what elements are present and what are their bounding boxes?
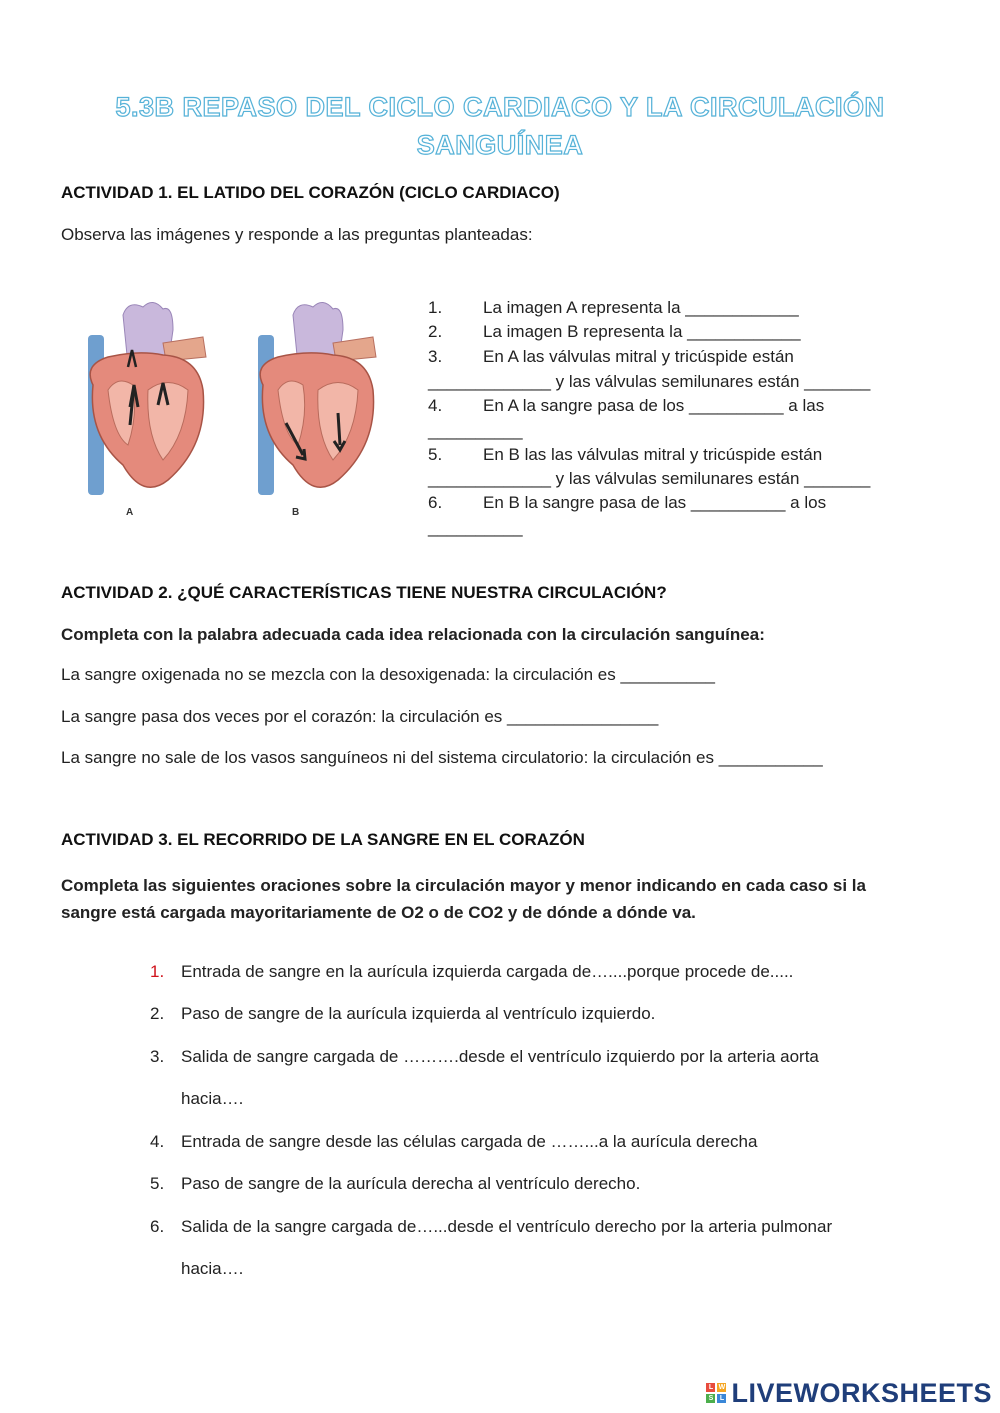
list-text: Entrada de sangre en la aurícula izquierda cargada de…....porque procede de..... bbox=[181, 962, 794, 981]
activity2-heading: ACTIVIDAD 2. ¿QUÉ CARACTERÍSTICAS TIENE NUESTRA CIRCULACIÓN? bbox=[61, 583, 667, 602]
question-text: La imagen A representa la ____________ bbox=[483, 298, 799, 317]
heart-b bbox=[258, 302, 376, 495]
list-number: 5. bbox=[150, 1174, 165, 1193]
question-text: En A las válvulas mitral y tricúspide están bbox=[483, 347, 794, 366]
footer-brand bbox=[705, 1378, 992, 1408]
list-text: hacia…. bbox=[181, 1089, 244, 1108]
question-number: 4. bbox=[428, 396, 443, 415]
list-text: Entrada de sangre desde las células cargada de ……...a la aurícula derecha bbox=[181, 1132, 758, 1151]
activity3-instruction-line2: sangre está cargada mayoritariamente de O2 o de CO2 y de dónde a dónde va. bbox=[61, 903, 696, 922]
activity2-instruction: Completa con la palabra adecuada cada idea relacionada con la circulación sanguínea: bbox=[61, 625, 765, 644]
list-text: Paso de sangre de la aurícula derecha al ventrículo derecho. bbox=[181, 1174, 641, 1193]
question-number: 5. bbox=[428, 445, 443, 464]
question-text: En B las las válvulas mitral y tricúspide están bbox=[483, 445, 823, 464]
image-label-a: A bbox=[126, 507, 134, 518]
logo-letter: S bbox=[706, 1394, 715, 1403]
list-number: 1. bbox=[150, 962, 165, 981]
activity3-instruction-line1: Completa las siguientes oraciones sobre la circulación mayor y menor indicando en cada caso si la bbox=[61, 876, 866, 895]
list-number: 3. bbox=[150, 1047, 165, 1066]
page-title bbox=[60, 88, 940, 164]
activity1-instruction: Observa las imágenes y responde a las preguntas planteadas: bbox=[61, 225, 533, 244]
question-number: 3. bbox=[428, 347, 443, 366]
logo-letter: L bbox=[717, 1394, 726, 1403]
logo-letter: W bbox=[718, 1384, 726, 1391]
heart-diagrams bbox=[68, 295, 398, 525]
activity2-item-3: La sangre no sale de los vasos sanguíneos ni del sistema circulatorio: la circulación es ___________ bbox=[61, 748, 823, 767]
liveworksheets-logo bbox=[705, 1382, 727, 1404]
list-text: Paso de sangre de la aurícula izquierda al ventrículo izquierdo. bbox=[181, 1004, 656, 1023]
activity2-item-2: La sangre pasa dos veces por el corazón: la circulación es ________________ bbox=[61, 707, 659, 726]
footer-brand-text: LIVEWORKSHEETS bbox=[731, 1377, 992, 1408]
heart-a bbox=[88, 302, 206, 495]
heart-illustration bbox=[68, 295, 398, 525]
question-5-continued: _____________ y las válvulas semilunares están _______ bbox=[428, 469, 871, 488]
question-number: 6. bbox=[428, 493, 443, 512]
activity2-item-1: La sangre oxigenada no se mezcla con la desoxigenada: la circulación es __________ bbox=[61, 665, 716, 684]
question-3-continued: _____________ y las válvulas semilunares están _______ bbox=[428, 372, 871, 391]
list-text: Salida de la sangre cargada de…...desde el ventrículo derecho por la arteria pulmonar bbox=[181, 1217, 833, 1236]
page-title-line1: 5.3B REPASO DEL CICLO CARDIACO Y LA CIRCULACIÓN bbox=[115, 92, 885, 122]
list-text: Salida de sangre cargada de ……….desde el ventrículo izquierdo por la arteria aorta bbox=[181, 1047, 819, 1066]
question-number: 2. bbox=[428, 322, 443, 341]
activity3-instruction bbox=[61, 872, 866, 926]
list-number: 4. bbox=[150, 1132, 165, 1151]
logo-letter: L bbox=[706, 1383, 715, 1392]
question-6-continued: __________ bbox=[428, 518, 523, 537]
list-number: 2. bbox=[150, 1004, 165, 1023]
question-4-continued: __________ bbox=[428, 421, 523, 440]
list-text: hacia…. bbox=[181, 1259, 244, 1278]
question-text: En A la sangre pasa de los __________ a las bbox=[483, 396, 825, 415]
question-number: 1. bbox=[428, 298, 443, 317]
page-title-line2: SANGUÍNEA bbox=[416, 130, 584, 160]
activity3-heading: ACTIVIDAD 3. EL RECORRIDO DE LA SANGRE EN EL CORAZÓN bbox=[61, 830, 585, 849]
activity1-heading: ACTIVIDAD 1. EL LATIDO DEL CORAZÓN (CICLO CARDIACO) bbox=[61, 183, 560, 202]
question-text: En B la sangre pasa de las __________ a los bbox=[483, 493, 827, 512]
list-number: 6. bbox=[150, 1217, 165, 1236]
question-text: La imagen B representa la ____________ bbox=[483, 322, 801, 341]
image-label-b: B bbox=[292, 507, 300, 518]
